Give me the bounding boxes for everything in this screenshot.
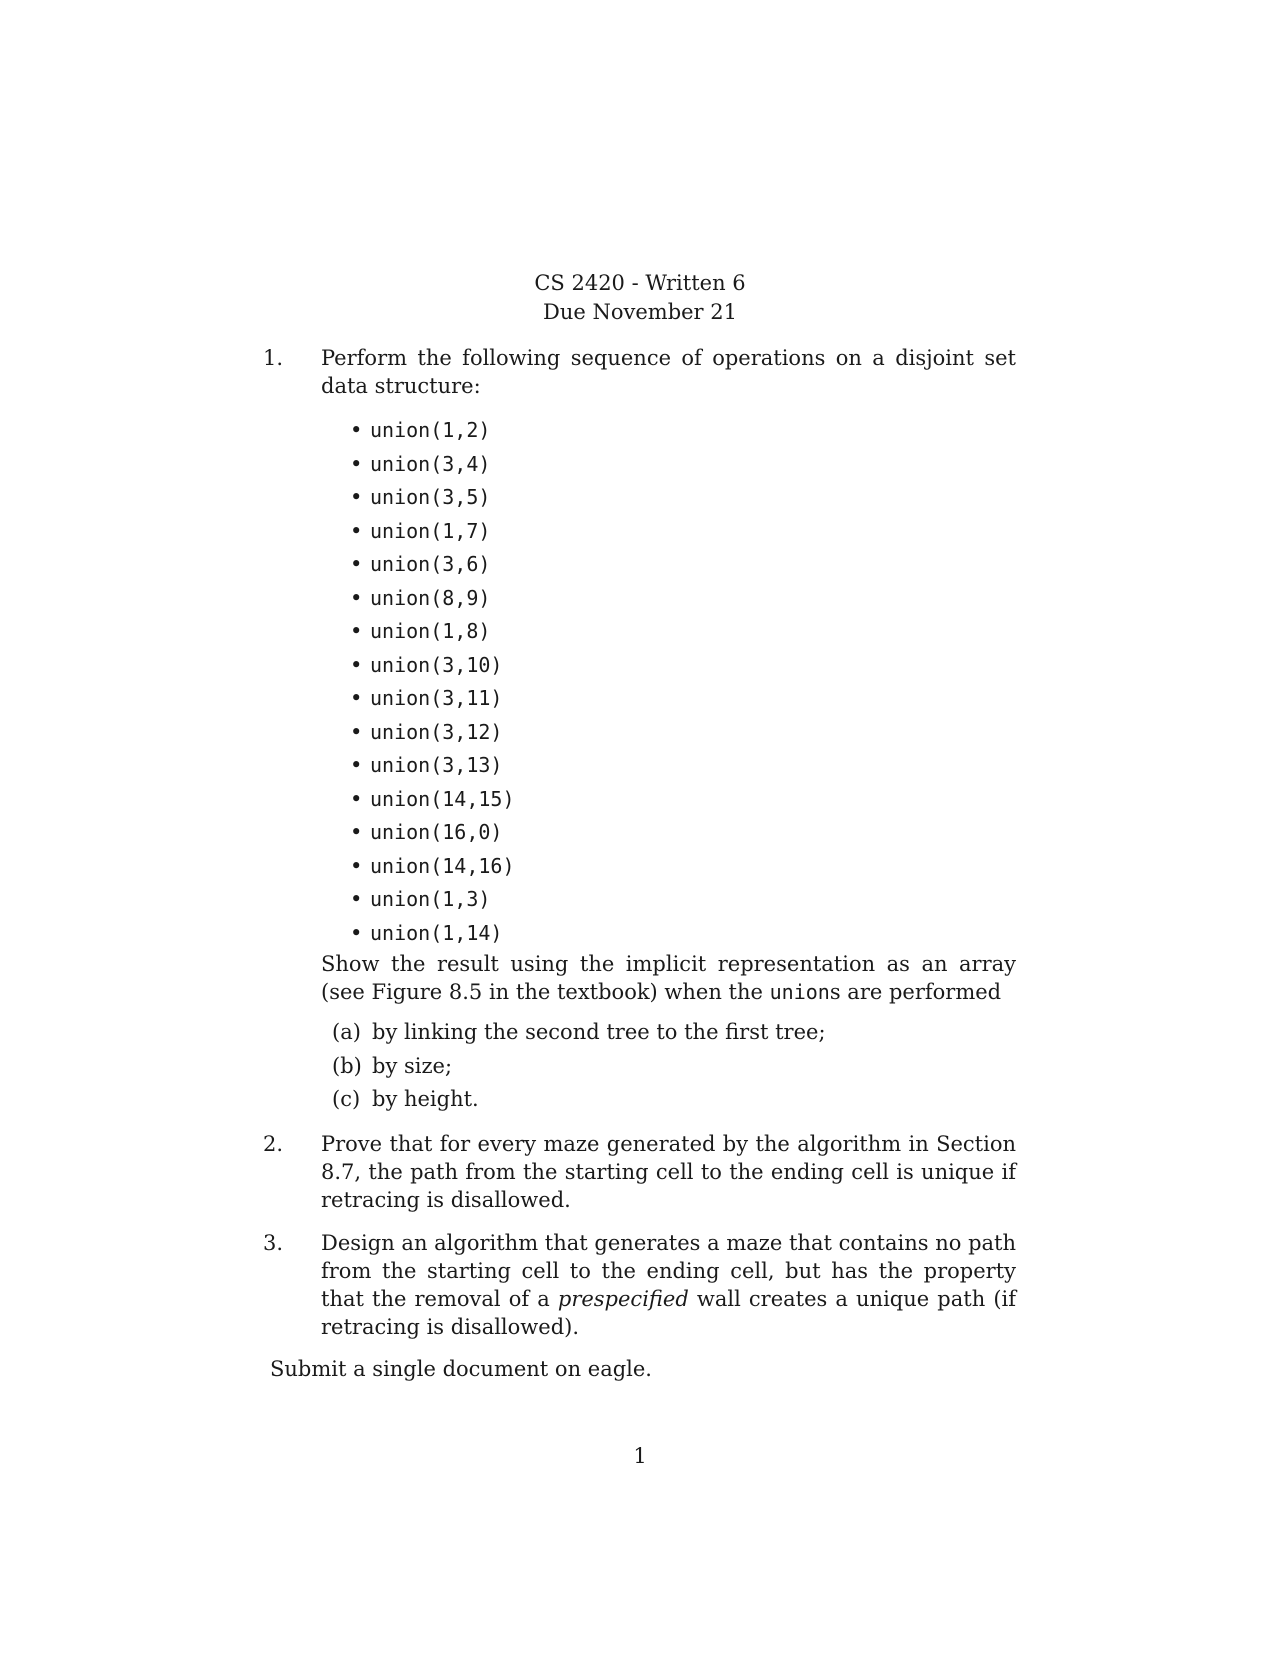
bullet-icon: •: [350, 552, 363, 576]
bullet-icon: •: [350, 652, 363, 677]
operations-list: [321, 414, 1016, 950]
bullet-icon: •: [350, 853, 363, 878]
list-item: • union(8,9): [370, 582, 1016, 616]
bullet-icon: •: [350, 820, 363, 844]
list-item: • union(3,12): [370, 716, 1016, 750]
question-2: [263, 1130, 1016, 1214]
bullet-icon: •: [350, 719, 363, 744]
sub-parts-list: [321, 1016, 1016, 1117]
question-intro: Perform the following sequence of operations on a disjoint set data structure:: [321, 346, 1016, 398]
submission-note: Submit a single document on eagle.: [270, 1356, 652, 1381]
list-item: • union(1,8): [370, 615, 1016, 649]
question-text: Prove that for every maze generated by the algorithm in Section 8.7, the path from the starting cell to the ending cell is unique if retracing is disallowed.: [321, 1131, 1016, 1212]
list-item: • union(3,4): [370, 448, 1016, 482]
bullet-icon: •: [350, 786, 363, 811]
document-body: [263, 344, 1016, 1404]
list-item: • union(14,15): [370, 783, 1016, 817]
question-1: [263, 344, 1016, 1117]
list-item: (a) by linking the second tree to the first tree;: [332, 1020, 826, 1044]
question-number: 3.: [263, 1230, 284, 1255]
question-number: 1.: [263, 346, 284, 370]
bullet-icon: •: [350, 619, 363, 643]
list-item: • union(3,5): [370, 481, 1016, 515]
inline-code: union: [769, 980, 830, 1004]
question-text: Design an algorithm that generates a maze that contains no path from the starting cell to the ending cell, but has the property that the removal of a prespecified wall creates a unique path (if retracing is disallowed).: [321, 1230, 1016, 1339]
list-item: • union(1,7): [370, 515, 1016, 549]
list-item: • union(1,14): [370, 917, 1016, 951]
list-item: • union(3,6): [370, 548, 1016, 582]
bullet-icon: •: [350, 920, 363, 945]
title-block: [0, 269, 1280, 327]
list-item: • union(16,0): [370, 816, 1016, 850]
bullet-icon: •: [350, 418, 363, 442]
document-title: CS 2420 - Written 6: [534, 271, 746, 295]
question-1-instruction: Show the result using the implicit representation as an array (see Figure 8.5 in the textbook) when the unions are performed: [321, 952, 1016, 1004]
list-item: • union(3,13): [370, 749, 1016, 783]
bullet-icon: •: [350, 686, 363, 710]
bullet-icon: •: [350, 451, 363, 476]
bullet-icon: •: [350, 753, 363, 777]
list-item: • union(1,3): [370, 883, 1016, 917]
bullet-icon: •: [350, 585, 363, 610]
question-number: 2.: [263, 1131, 284, 1156]
bullet-icon: •: [350, 887, 363, 911]
emphasized-text: prespecified: [557, 1286, 689, 1311]
bullet-icon: •: [350, 518, 363, 543]
list-item: • union(14,16): [370, 850, 1016, 884]
list-item: (c) by height.: [332, 1087, 479, 1111]
bullet-icon: •: [350, 485, 363, 509]
list-item: • union(1,2): [370, 414, 1016, 448]
question-3: [263, 1229, 1016, 1341]
list-item: • union(3,10): [370, 649, 1016, 683]
list-item: (b) by size;: [332, 1053, 453, 1078]
list-item: • union(3,11): [370, 682, 1016, 716]
page-number: 1: [633, 1444, 647, 1468]
due-date: Due November 21: [543, 300, 737, 324]
